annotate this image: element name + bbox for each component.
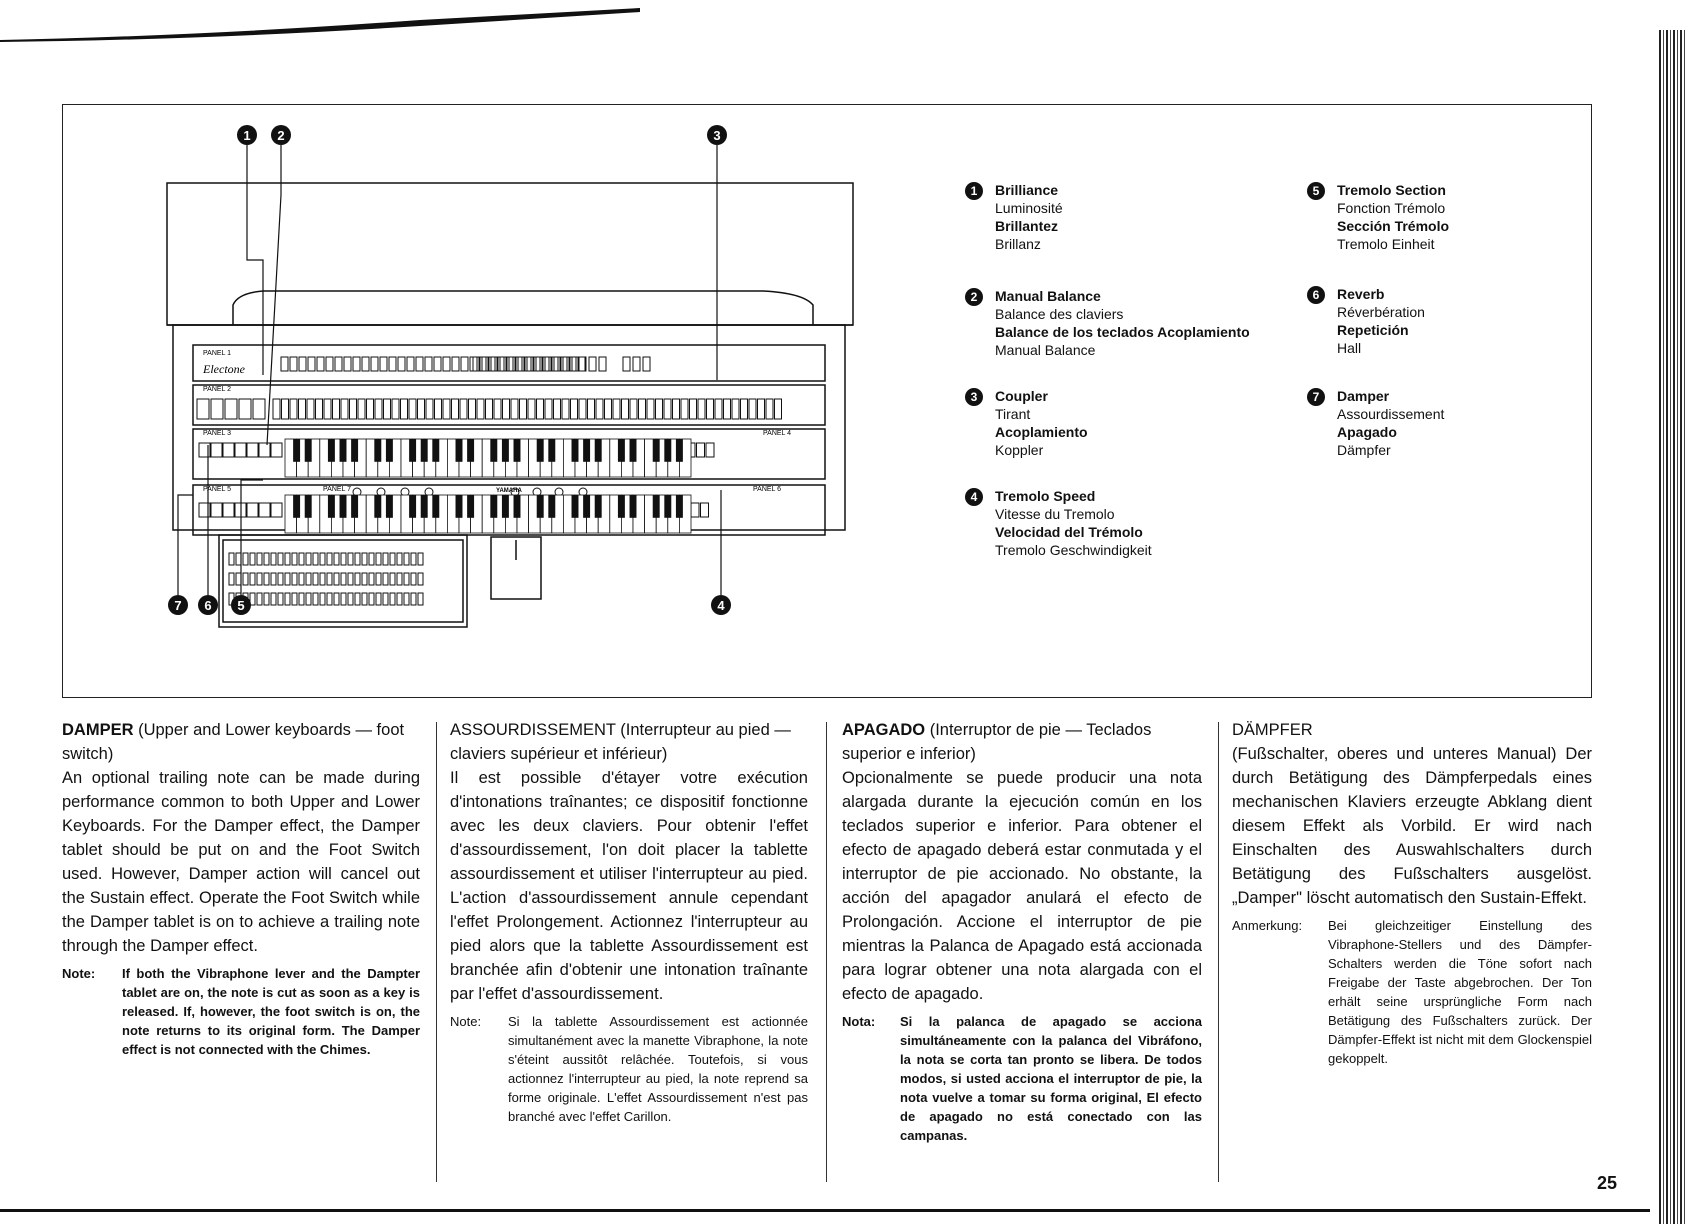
section-title: ASSOURDISSEMENT [450, 721, 616, 739]
tablet [247, 503, 258, 517]
note-text: Si la palanca de apagado se acciona simultáneamente con la palanca del Vibráfono, la nota se corta tan pronto se libera. De todos modos, si usted acciona el interruptor de pie, la nota vuelve a tomar su forma original, El efecto de apagado no está conectado con las campanas. [900, 1014, 1202, 1143]
callout-2: 2 [277, 128, 285, 143]
pedal-tab [355, 553, 360, 565]
tablet [271, 503, 282, 517]
tablet [588, 399, 595, 419]
pedal-tab [397, 553, 402, 565]
pedal-tab [250, 553, 255, 565]
black-key [583, 495, 590, 518]
tablet [545, 399, 552, 419]
callout-3: 3 [713, 128, 721, 143]
pedal-tab [404, 573, 409, 585]
pedal-tab [334, 553, 339, 565]
tablet [477, 399, 484, 419]
pedal-tab [404, 593, 409, 605]
black-key [386, 439, 393, 462]
tablet [341, 399, 348, 419]
pedal-tab [264, 573, 269, 585]
note-label: Nota: [842, 1014, 876, 1029]
column-german [1232, 718, 1592, 1068]
column-french [450, 718, 808, 1126]
tablet [401, 399, 408, 419]
pedal-tab [320, 553, 325, 565]
black-key [653, 495, 660, 518]
callout-7: 7 [174, 598, 182, 613]
column-divider [436, 722, 437, 1182]
tablet [511, 399, 518, 419]
pedal-tab [313, 553, 318, 565]
section-subtitle: (Upper and Lower keyboards — foot switch) [62, 721, 405, 763]
black-key [409, 439, 416, 462]
section-body: Opcionalmente se puede producir una nota alargada durante la ejecución común en los teclados superior e inferior. Para obtener el efecto de apagado deberá estar conmutada y el interruptor de pie accionado. No obstante, la acción del apagador anulará el efecto de Prolongación. Accione el interruptor de pie mientras la Palanca de Apagado está accionada para lograr obtener una nota alargada con el efecto de apagado. [842, 769, 1202, 1003]
voice-tab [299, 357, 306, 371]
pedal-tab [257, 593, 262, 605]
tablet [392, 399, 399, 419]
black-key [537, 439, 544, 462]
tablet [259, 443, 270, 457]
tablet [503, 399, 510, 419]
column-english [62, 718, 420, 1059]
pedal-tab [250, 573, 255, 585]
pedal-tab [383, 573, 388, 585]
tablet [749, 399, 756, 419]
tablet [605, 399, 612, 419]
black-key [328, 439, 335, 462]
section-note [450, 1012, 808, 1126]
pedal-tab [355, 573, 360, 585]
pedal-tab [313, 593, 318, 605]
voice-tab [353, 357, 360, 371]
tablet [324, 399, 331, 419]
tablet [211, 443, 222, 457]
black-key [305, 495, 312, 518]
column-divider [826, 722, 827, 1182]
voice-tab [281, 357, 288, 371]
pedal-tab [264, 593, 269, 605]
pedal-tab [271, 593, 276, 605]
bottom-rule [0, 1209, 1650, 1212]
tablet [375, 399, 382, 419]
pedal-tab [278, 573, 283, 585]
black-key [351, 495, 358, 518]
pedal-tab [418, 593, 423, 605]
pedal-tab [390, 573, 395, 585]
tablet [647, 399, 654, 419]
tablet [282, 399, 289, 419]
black-key [305, 439, 312, 462]
tablet [673, 399, 680, 419]
section-heading [62, 718, 420, 766]
tablet [223, 443, 234, 457]
tablet [664, 399, 671, 419]
pedal-tab [355, 593, 360, 605]
black-key [490, 495, 497, 518]
tablet [225, 399, 237, 419]
note-label: Note: [450, 1014, 482, 1029]
section-note [1232, 916, 1592, 1068]
legend-item-1: 1 Brilliance Luminosité Brillantez Brillanz [965, 181, 1063, 253]
black-key [572, 495, 579, 518]
page-number: 25 [1596, 1173, 1617, 1193]
column-spanish [842, 718, 1202, 1145]
black-key [618, 439, 625, 462]
tablet [701, 503, 709, 517]
tablet [706, 443, 714, 457]
panel-label: PANEL 4 [763, 430, 792, 437]
diagram-frame [62, 104, 1592, 698]
tablet [656, 399, 663, 419]
pedal-tab [299, 553, 304, 565]
voice-tab [326, 357, 333, 371]
tablet [775, 399, 782, 419]
pedal-tab [390, 553, 395, 565]
brand-script: Electone [203, 362, 245, 376]
tablet [494, 399, 501, 419]
black-key [409, 495, 416, 518]
tablet [435, 399, 442, 419]
black-key [340, 439, 347, 462]
black-key [664, 439, 671, 462]
pedal-tab [376, 573, 381, 585]
voice-tab [308, 357, 315, 371]
tablet [596, 399, 603, 419]
tablet [290, 399, 297, 419]
brand-mark: YAMAHA [496, 488, 522, 494]
black-key [421, 495, 428, 518]
voice-tab [290, 357, 297, 371]
voice-tab [443, 357, 450, 371]
tablet [554, 399, 561, 419]
black-key [618, 495, 625, 518]
black-key [583, 439, 590, 462]
tablet [211, 399, 223, 419]
black-key [630, 439, 637, 462]
pedal-tab [369, 553, 374, 565]
tablet [418, 399, 425, 419]
pedal-tab [369, 593, 374, 605]
voice-tab [398, 357, 405, 371]
section-title: DAMPER [62, 721, 134, 739]
black-key [432, 439, 439, 462]
legend-item-5: 5 Tremolo Section Fonction Trémolo Sección Trémolo Tremolo Einheit [1307, 181, 1449, 253]
tablet [562, 399, 569, 419]
voice-tab [416, 357, 423, 371]
panel-label: PANEL 6 [753, 486, 782, 493]
black-key [548, 495, 555, 518]
tablet [690, 399, 697, 419]
voice-tab [380, 357, 387, 371]
black-key [340, 495, 347, 518]
pedal-tab [278, 553, 283, 565]
legend-item-4: 4 Tremolo Speed Vitesse du Tremolo Velocidad del Trémolo Tremolo Geschwindigkeit [965, 487, 1152, 559]
tablet [259, 503, 270, 517]
pedal-tab [229, 553, 234, 565]
pedal-tab [376, 593, 381, 605]
voice-tab [643, 357, 650, 371]
pedal-tab [348, 573, 353, 585]
voice-tab [452, 357, 459, 371]
tablet [622, 399, 629, 419]
note-label: Note: [62, 966, 96, 981]
section-body: (Fußschalter, oberes und unteres Manual) Der durch Betätigung des Dämpferpedals eines mechanischen Klaviers erzeugte Abklang dient diesem Effekt als Vorbild. Er wird nach Einschalten des Auswahlschalters durch Betätigung des Fußschalters ausgelöst. „Damper" löscht automatisch den Sustain-Effekt. [1232, 745, 1592, 907]
section-heading [1232, 718, 1592, 742]
pedal-tab [341, 573, 346, 585]
pedal-tab [243, 573, 248, 585]
pedal-tab [320, 573, 325, 585]
section-note [62, 964, 420, 1059]
tablet [766, 399, 773, 419]
callout-4: 4 [717, 598, 725, 613]
black-key [456, 439, 463, 462]
black-key [514, 439, 521, 462]
pedal-tab [418, 573, 423, 585]
black-key [490, 439, 497, 462]
section-title: DÄMPFER [1232, 721, 1313, 739]
pedal-tab [397, 593, 402, 605]
black-key [421, 439, 428, 462]
tablet [460, 399, 467, 419]
voice-tab [589, 357, 596, 371]
pedal-tab [299, 593, 304, 605]
panel-label: PANEL 1 [203, 350, 232, 357]
tablet [271, 443, 282, 457]
black-key [595, 439, 602, 462]
tablet [528, 399, 535, 419]
pedal-tab [369, 573, 374, 585]
black-key [653, 439, 660, 462]
pedal-tab [257, 573, 262, 585]
pedal-tab [306, 573, 311, 585]
voice-tab [461, 357, 468, 371]
pedal-tab [383, 593, 388, 605]
pedal-tab [320, 593, 325, 605]
pedal-tab [236, 573, 241, 585]
tablet [613, 399, 620, 419]
tablet [537, 399, 544, 419]
pedal-tab [327, 553, 332, 565]
tablet [732, 399, 739, 419]
pedal-tab [243, 553, 248, 565]
voice-tab [362, 357, 369, 371]
pedal-tab [418, 553, 423, 565]
pedal-tab [306, 553, 311, 565]
tablet [691, 503, 699, 517]
black-key [595, 495, 602, 518]
pedal-tab [236, 553, 241, 565]
pedal-tab [278, 593, 283, 605]
black-key [374, 439, 381, 462]
column-divider [1218, 722, 1219, 1182]
pedal-tab [362, 553, 367, 565]
black-key [514, 495, 521, 518]
note-text: If both the Vibraphone lever and the Dampter tablet are on, the note is cut as soon as a key is released. If, however, the foot switch is on, the note returns to its original form. The Damper effect is not connected with the Chimes. [122, 966, 420, 1057]
tablet [239, 399, 251, 419]
voice-tab [599, 357, 606, 371]
tablet [698, 399, 705, 419]
pedal-tab [285, 593, 290, 605]
black-key [676, 495, 683, 518]
pedal-tab [327, 593, 332, 605]
pedal-tab [292, 573, 297, 585]
pedal-tab [299, 573, 304, 585]
tablet [333, 399, 340, 419]
black-key [630, 495, 637, 518]
black-key [664, 495, 671, 518]
scan-artifact [0, 0, 700, 42]
pedal-tab [334, 573, 339, 585]
voice-tab [317, 357, 324, 371]
black-key [374, 495, 381, 518]
tablet [571, 399, 578, 419]
pedal-tab [411, 593, 416, 605]
tablet [486, 399, 493, 419]
black-key [676, 439, 683, 462]
voice-tab [425, 357, 432, 371]
pedal-tab [341, 593, 346, 605]
callout-6: 6 [204, 598, 212, 613]
black-key [467, 495, 474, 518]
note-text: Si la tablette Assourdissement est actionnée simultanément avec la manette Vibraphone, la note s'éteint aussitôt relâchée. Toutefois, si vous actionnez l'interrupteur au pied, la note reprend sa forme originale. L'effet Assourdissement n'est pas branché avec l'effet Carillon. [508, 1014, 808, 1124]
tablet [223, 503, 234, 517]
section-subtitle: (Interruptor de pie — Teclados superior e inferior) [842, 721, 1152, 763]
pedal-tab [411, 573, 416, 585]
voice-tab [371, 357, 378, 371]
tablet [520, 399, 527, 419]
tablet [469, 399, 476, 419]
voice-tab [623, 357, 630, 371]
black-key [351, 439, 358, 462]
pedal-tab [257, 553, 262, 565]
legend-item-7: 7 Damper Assourdissement Apagado Dämpfer [1307, 387, 1444, 459]
black-key [293, 439, 300, 462]
pedal-tab [285, 553, 290, 565]
tablet [247, 443, 258, 457]
black-key [293, 495, 300, 518]
pedal-tab [348, 593, 353, 605]
tablet [707, 399, 714, 419]
voice-tab [389, 357, 396, 371]
tablet [316, 399, 323, 419]
pedal-tab [383, 553, 388, 565]
callout-5: 5 [237, 598, 245, 613]
pedal-tab [341, 553, 346, 565]
tablet [741, 399, 748, 419]
pedal-tab [362, 593, 367, 605]
black-key [386, 495, 393, 518]
section-heading [450, 718, 808, 766]
pedal-tab [362, 573, 367, 585]
tablet [639, 399, 646, 419]
note-label: Anmerkung: [1232, 918, 1303, 933]
section-heading [842, 718, 1202, 766]
black-key [328, 495, 335, 518]
tablet [426, 399, 433, 419]
black-key [502, 495, 509, 518]
black-key [432, 495, 439, 518]
pedal-tab [306, 593, 311, 605]
pedal-tab [327, 573, 332, 585]
tablet [350, 399, 357, 419]
legend-item-2: 2 Manual Balance Balance des claviers Balance de los teclados Acoplamiento Manual Balance [965, 287, 1250, 359]
tablet [758, 399, 765, 419]
tablet [358, 399, 365, 419]
tablet [197, 399, 209, 419]
page-binding-edge [1659, 30, 1685, 1224]
pedal-tab [292, 593, 297, 605]
section-note [842, 1012, 1202, 1145]
tablet [409, 399, 416, 419]
black-key [548, 439, 555, 462]
pedal-tab [229, 573, 234, 585]
pedal-tab [285, 573, 290, 585]
voice-tab [434, 357, 441, 371]
tablet [299, 399, 306, 419]
legend-item-3: 3 Coupler Tirant Acoplamiento Koppler [965, 387, 1088, 459]
tablet [697, 443, 705, 457]
pedal-tab [313, 573, 318, 585]
pedal-tab [390, 593, 395, 605]
pedal-tab [411, 553, 416, 565]
note-text: Bei gleichzeitiger Einstellung des Vibraphone-Stellers und des Dämpfer-Schalters werden die Töne sofort nach Freigabe der Taste abgebrochen. Der Ton erhält seine ursprüngliche Form nach Betätigung des Fußschalters zurück. Der Dämpfer-Effekt ist nicht mit dem Glockenspiel gekoppelt. [1328, 918, 1592, 1066]
black-key [572, 439, 579, 462]
voice-tab [407, 357, 414, 371]
pedal-tab [271, 573, 276, 585]
tablet [452, 399, 459, 419]
pedal-tab [292, 553, 297, 565]
pedal-tab [271, 553, 276, 565]
tablet [253, 399, 265, 419]
tablet [211, 503, 222, 517]
black-key [537, 495, 544, 518]
section-subtitle: (Interrupteur au pied — claviers supérieur et inférieur) [450, 721, 791, 763]
panel-label: PANEL 2 [203, 386, 232, 393]
pedal-tab [397, 573, 402, 585]
tablet [681, 399, 688, 419]
panel-label: PANEL 3 [203, 430, 232, 437]
voice-tab [344, 357, 351, 371]
tablet [630, 399, 637, 419]
pedal-tab [348, 553, 353, 565]
panel-label: PANEL 7 [323, 486, 352, 493]
tablet [715, 399, 722, 419]
pedal-tab [264, 553, 269, 565]
pedal-tab [334, 593, 339, 605]
tablet [724, 399, 731, 419]
panel-label: PANEL 5 [203, 486, 232, 493]
voice-tab [633, 357, 640, 371]
tablet [235, 443, 246, 457]
tablet [307, 399, 314, 419]
pedal-tab [404, 553, 409, 565]
legend-item-6: 6 Reverb Réverbération Repetición Hall [1307, 285, 1425, 357]
tablet [579, 399, 586, 419]
tablet [443, 399, 450, 419]
tablet [273, 399, 280, 419]
tablet [384, 399, 391, 419]
section-body: Il est possible d'étayer votre exécution d'intonations traînantes; ce dispositif fonctionne avec les deux claviers. Pour obtenir l'effet d'assourdissement, l'on doit placer la tablette assourdissement et utiliser l'interrupteur au pied. L'action d'assourdissement annule cependant l'effet Prolongement. Actionnez l'interrupteur au pied alors que la tablette Assourdissement est branchée afin d'obtenir une intonation traînante par l'effet d'assourdissement. [450, 769, 808, 1003]
section-title: APAGADO [842, 721, 926, 739]
section-body: An optional trailing note can be made during performance common to both Upper and Lower Keyboards. For the Damper effect, the Damper tablet should be put on and the Foot Switch used. However, Damper action will cancel out the Sustain effect. Operate the Foot Switch while the Damper tablet is on to achieve a trailing note through the Damper effect. [62, 769, 420, 955]
callout-1: 1 [243, 128, 251, 143]
black-key [467, 439, 474, 462]
black-key [502, 439, 509, 462]
tablet [367, 399, 374, 419]
black-key [456, 495, 463, 518]
pedal-tab [376, 553, 381, 565]
voice-tab [335, 357, 342, 371]
